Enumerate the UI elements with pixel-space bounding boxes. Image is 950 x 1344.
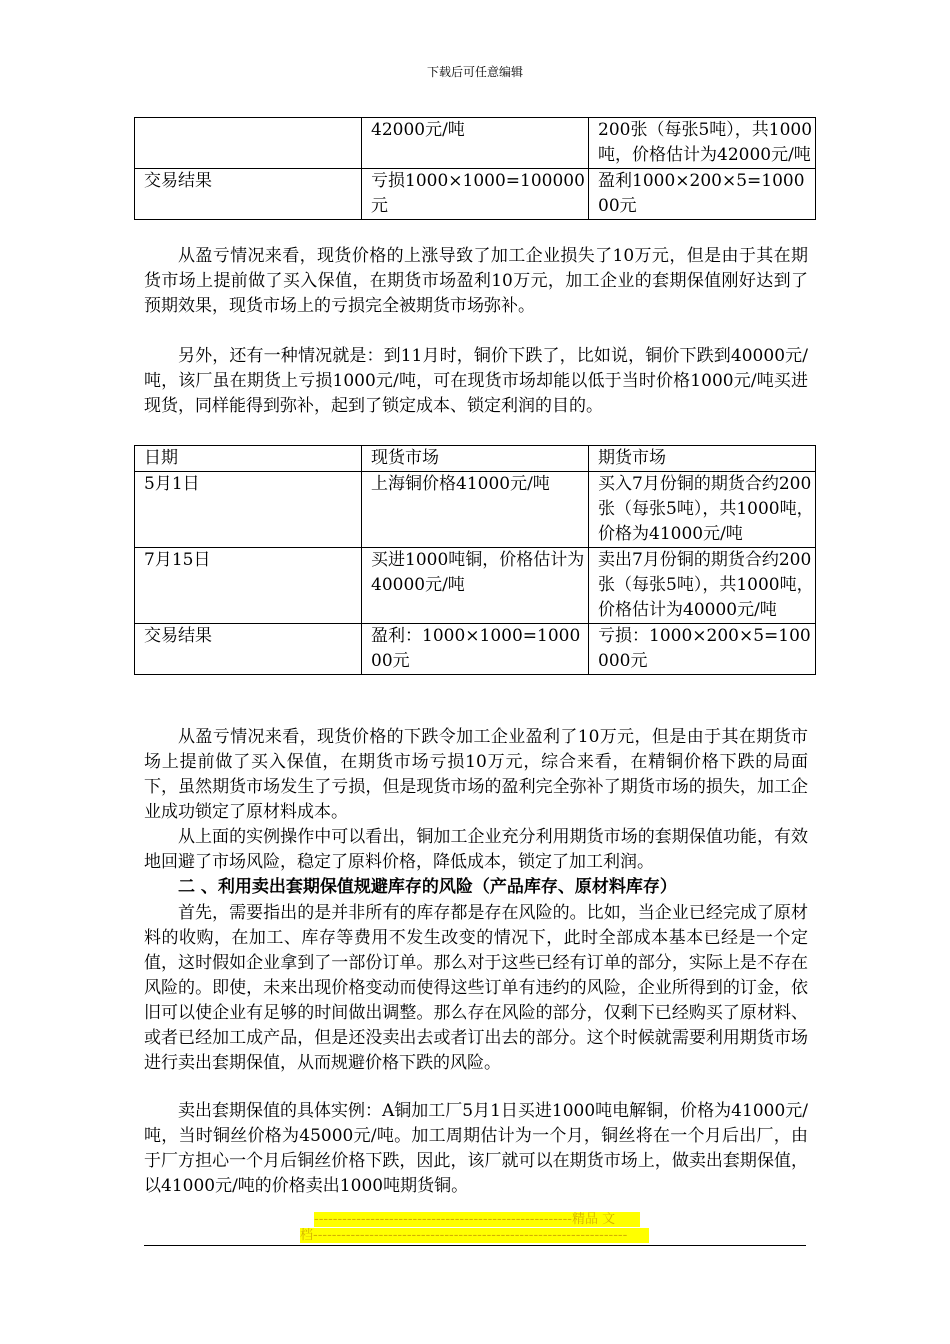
table-row [135,472,816,548]
table-row [135,624,816,675]
paragraph: 首先，需要指出的是并非所有的库存都是存在风险的。比如，当企业已经完成了原材料的收购，在加工、库存等费用不发生改变的情况下，此时全部成本基本已经是一个定值，这时假如企业拿到了一部份订单。那么对于这些已经有订单的部分，实际上是不存在风险的。即使，未来出现价格变动而使得这些订单有违约的风险，企业所得到的订金，依旧可以使企业有足够的时间做出调整。那么存在风险的部分，仅剩下已经购买了原材料、或者已经加工成产品，但是还没卖出去或者订出去的部分。这个时候就需要利用期货市场进行卖出套期保值，从而规避价格下跌的风险。 [144,903,808,1073]
table-header-row [135,446,816,472]
table-cell: 42000元/吨 [362,118,589,169]
table-row [135,169,816,220]
paragraph: 从盈亏情况来看，现货价格的上涨导致了加工企业损失了10万元，但是由于其在期货市场上提前做了买入保值，在期货市场盈利10万元，加工企业的套期保值刚好达到了预期效果，现货市场上的亏损完全被期货市场弥补。 [144,246,808,316]
section-heading: 二 、利用卖出套期保值规避库存的风险（产品库存、原材料库存） [178,877,677,897]
table-row [135,548,816,624]
footer-divider [144,1245,806,1246]
table-cell: 交易结果 [135,169,362,220]
paragraph: 从盈亏情况来看，现货价格的下跌令加工企业盈利了10万元，但是由于其在期货市场上提前做了买入保值，在期货市场亏损10万元，综合来看，在精铜价格下跌的局面下，虽然期货市场发生了亏损，但是现货市场的盈利完全弥补了期货市场的损失，加工企业成功锁定了原材料成本。 [144,727,808,822]
table-cell: 盈利1000×200×5=100000元 [589,169,816,220]
table-cell: 上海铜价格41000元/吨 [362,472,589,548]
table-header-cell: 日期 [135,446,362,472]
paragraph: 卖出套期保值的具体实例：A铜加工厂5月1日买进1000吨电解铜，价格为41000元/吨，当时铜丝价格为45000元/吨。加工周期估计为一个月，铜丝将在一个月后出厂，由于厂方担心一个月后铜丝价格下跌，因此，该厂就可以在期货市场上，做卖出套期保值，以41000元/吨的价格卖出1000吨期货铜。 [144,1101,808,1196]
table-cell: 买进1000吨铜，价格估计为40000元/吨 [362,548,589,624]
table-cell: 卖出7月份铜的期货合约200张（每张5吨），共1000吨，价格估计为40000元/吨 [589,548,816,624]
table-cell: 200张（每张5吨），共1000吨，价格估计为42000元/吨 [589,118,816,169]
page-header: 下载后可任意编辑 [426,65,523,79]
paragraph: 另外，还有一种情况就是：到11月时，铜价下跌了，比如说，铜价下跌到40000元/吨，该厂虽在期货上亏损1000元/吨，可在现货市场却能以低于当时价格1000元/吨买进现货，同样能得到弥补，起到了锁定成本、锁定利润的目的。 [144,346,808,416]
table-cell: 盈利：1000×1000=100000元 [362,624,589,675]
table-cell: 买入7月份铜的期货合约200张（每张5吨），共1000吨，价格为41000元/吨 [589,472,816,548]
footer-watermark: -------------------------------------------------------精品 文 [314,1212,640,1227]
table-cell [135,118,362,169]
hedge-table-top [134,117,816,220]
table-cell: 5月1日 [135,472,362,548]
table-row [135,118,816,169]
hedge-table-bottom [134,445,816,675]
table-header-cell: 期货市场 [589,446,816,472]
table-cell: 亏损：1000×200×5=100000元 [589,624,816,675]
table-header-cell: 现货市场 [362,446,589,472]
paragraph: 从上面的实例操作中可以看出，铜加工企业充分利用期货市场的套期保值功能，有效地回避了市场风险，稳定了原料价格，降低成本，锁定了加工利润。 [144,827,808,872]
footer-watermark: 档------------------------------------------------------------------- [300,1228,649,1243]
table-cell: 亏损1000×1000=100000元 [362,169,589,220]
table-cell: 交易结果 [135,624,362,675]
table-cell: 7月15日 [135,548,362,624]
